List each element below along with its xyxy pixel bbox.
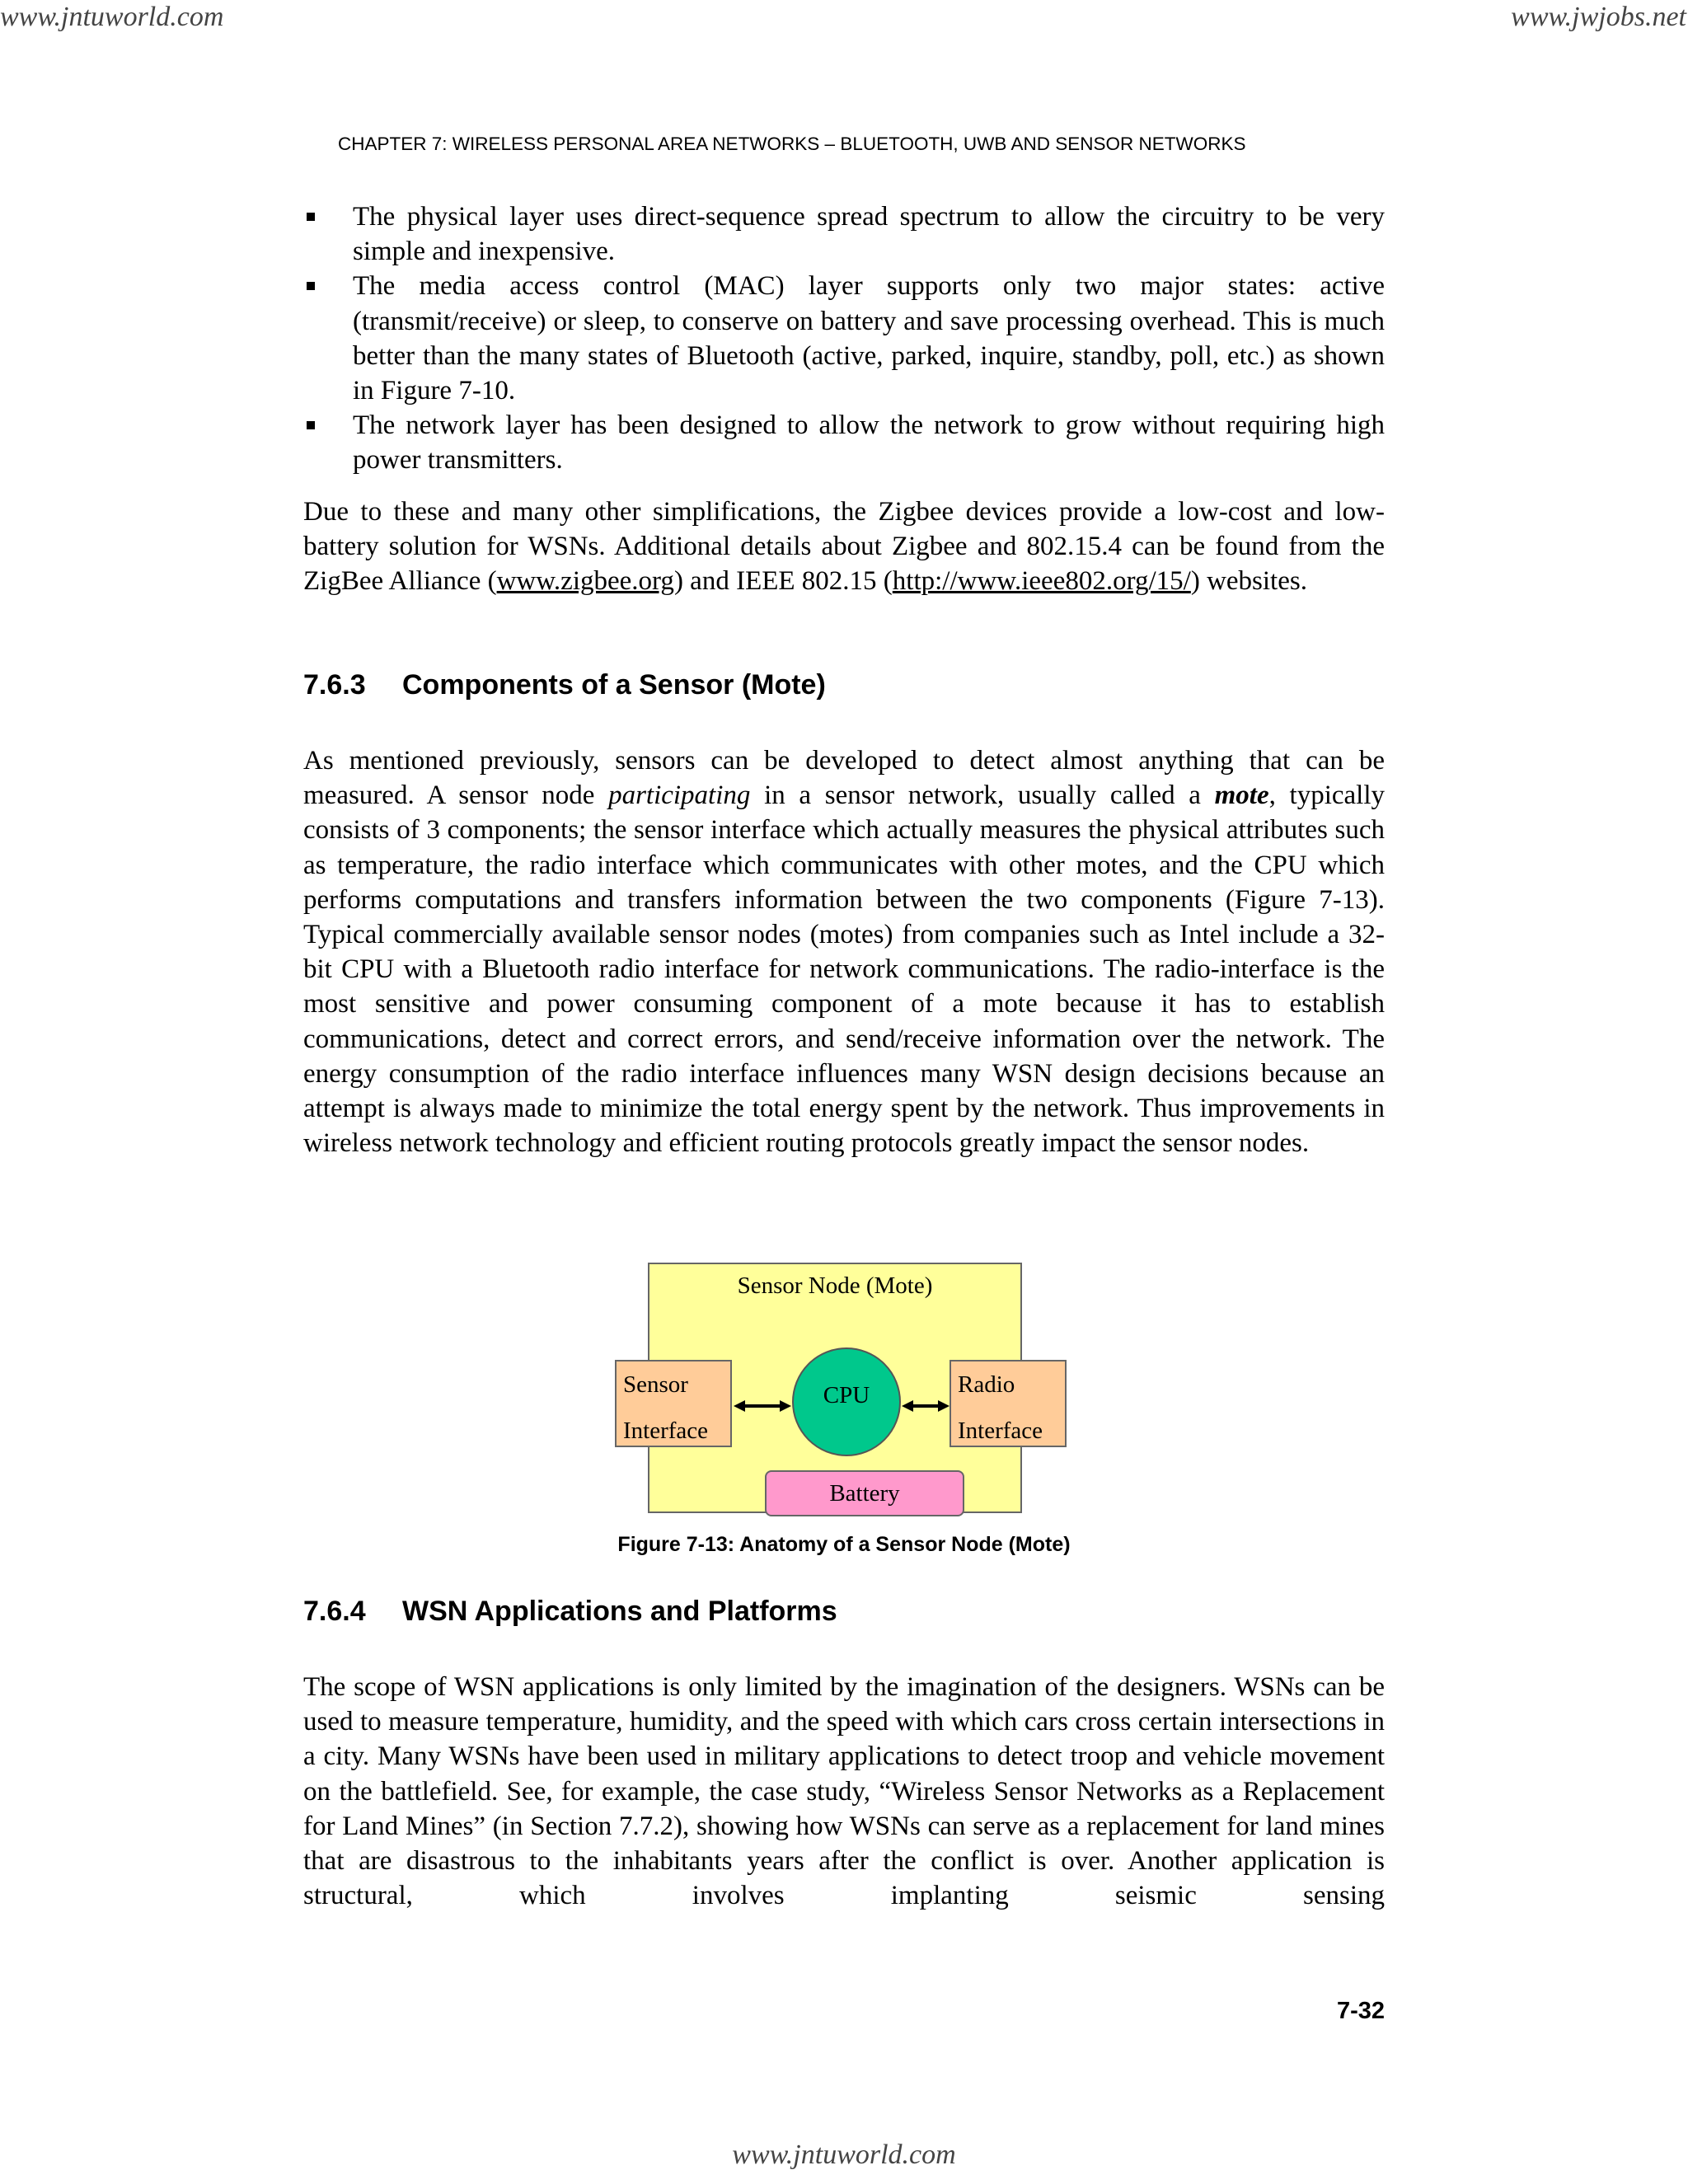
arrow-head-cpu-right bbox=[902, 1400, 913, 1412]
list-item bbox=[303, 269, 1385, 408]
zigbee-paragraph bbox=[303, 494, 1385, 599]
zigbee-text-2: ) and IEEE 802.15 ( bbox=[673, 566, 893, 597]
running-head: CHAPTER 7: WIRELESS PERSONAL AREA NETWORKS – BLUETOOTH, UWB AND SENSOR NETWORKS bbox=[338, 134, 1246, 154]
list-item bbox=[303, 199, 1385, 269]
figure-title: Sensor Node (Mote) bbox=[737, 1272, 933, 1299]
sensor-label-1: Sensor bbox=[623, 1371, 688, 1398]
zigbee-text-3: ) websites. bbox=[1190, 566, 1307, 597]
bullet-text: The media access control (MAC) layer supports only two major states: active (transmit/receive) or sleep, to conserve on battery and save processing overhead. This is much better than the many states of Bluetooth (active, parked, inquire, standby, poll, etc.) as shown in Figure 7-10. bbox=[353, 271, 1385, 406]
zigbee-paragraph-block bbox=[303, 494, 1385, 599]
sensor-label-2: Interface bbox=[623, 1418, 709, 1444]
arrow-head-sensor bbox=[734, 1400, 745, 1412]
bullet-marker bbox=[307, 282, 315, 290]
sensor-node-figure bbox=[610, 1259, 1071, 1523]
mote-bold-italic: mote bbox=[1214, 780, 1269, 811]
bullet-list bbox=[303, 199, 1385, 478]
zigbee-text-1: Due to these and many other simplifications, the Zigbee devices provide a low-cost and low-battery solution for WSNs. Additional details about Zigbee and 802.15.4 can be found from the ZigBee Alliance ( bbox=[303, 497, 1385, 597]
arrow-head-cpu-left bbox=[780, 1400, 791, 1412]
figure-caption: Figure 7-13: Anatomy of a Sensor Node (Mote) bbox=[617, 1533, 1071, 1556]
mote-paragraph bbox=[303, 743, 1385, 1160]
section-number: 7.6.3 bbox=[303, 669, 366, 701]
zigbee-link[interactable]: www.zigbee.org bbox=[496, 566, 674, 597]
section-heading-764 bbox=[303, 1596, 837, 1628]
watermark-bottom: www.jntuworld.com bbox=[732, 2139, 956, 2170]
watermark-top-left: www.jntuworld.com bbox=[0, 2, 224, 32]
applications-paragraph-block bbox=[303, 1670, 1385, 1913]
section-number: 7.6.4 bbox=[303, 1596, 366, 1627]
mote-text-1: As mentioned previously, sensors can be developed to detect almost anything that can be measured. A sensor node bbox=[303, 746, 1385, 811]
radio-label-2: Interface bbox=[958, 1418, 1043, 1444]
bullet-text: The network layer has been designed to allow the network to grow without requiring high power transmitters. bbox=[353, 410, 1385, 476]
figure-arrows bbox=[610, 1259, 1071, 1523]
section-heading-763 bbox=[303, 669, 826, 701]
page-number: 7-32 bbox=[1336, 1998, 1385, 2024]
ieee-link[interactable]: http://www.ieee802.org/15/ bbox=[892, 566, 1191, 597]
mote-paragraph-block bbox=[303, 743, 1385, 1160]
mote-text-2: in a sensor network, usually called a bbox=[750, 780, 1215, 811]
bullet-marker bbox=[307, 213, 315, 221]
applications-paragraph: The scope of WSN applications is only limited by the imagination of the designers. WSNs can be used to measure temperature, humidity, and the speed with which cars cross certain intersections in a city. Many WSNs have been used in military applications to detect troop and vehicle movement on the battlefield. See, for example, the case study, “Wireless Sensor Networks as a Replacement for Land Mines” (in Section 7.7.2), showing how WSNs can serve as a replacement for land mines that are disastrous to the inhabitants years after the conflict is over. Another application is structural, which involves implanting seismic sensing bbox=[303, 1672, 1385, 1911]
mote-text-3: , typically consists of 3 components; the sensor interface which actually measures the physical attributes such as temperature, the radio interface which communicates with other motes, and the CPU which performs computations and transfers information between the two components (Figure 7-13). Typical commercially available sensor nodes (motes) from companies such as Intel include a 32-bit CPU with a Bluetooth radio interface for network communications. The radio-interface is the most sensitive and power consuming component of a mote because it has to establish communications, detect and correct errors, and send/receive information over the network. The energy consumption of the radio interface influences many WSN design decisions because an attempt is always made to minimize the total energy spent by the network. Thus improvements in wireless network technology and efficient routing protocols greatly impact the sensor nodes. bbox=[303, 780, 1385, 1159]
watermark-top-right: www.jwjobs.net bbox=[1511, 2, 1686, 32]
battery-box: Battery bbox=[765, 1470, 964, 1516]
radio-label-1: Radio bbox=[958, 1371, 1015, 1398]
cpu-label: CPU bbox=[823, 1382, 870, 1408]
section-title: Components of a Sensor (Mote) bbox=[402, 669, 826, 701]
arrow-head-radio bbox=[938, 1400, 950, 1412]
section-title: WSN Applications and Platforms bbox=[402, 1596, 837, 1627]
mote-italic: participating bbox=[608, 780, 751, 811]
bullet-marker bbox=[307, 421, 315, 429]
bullet-text: The physical layer uses direct-sequence spread spectrum to allow the circuitry to be very simple and inexpensive. bbox=[353, 202, 1385, 267]
list-item bbox=[303, 408, 1385, 477]
